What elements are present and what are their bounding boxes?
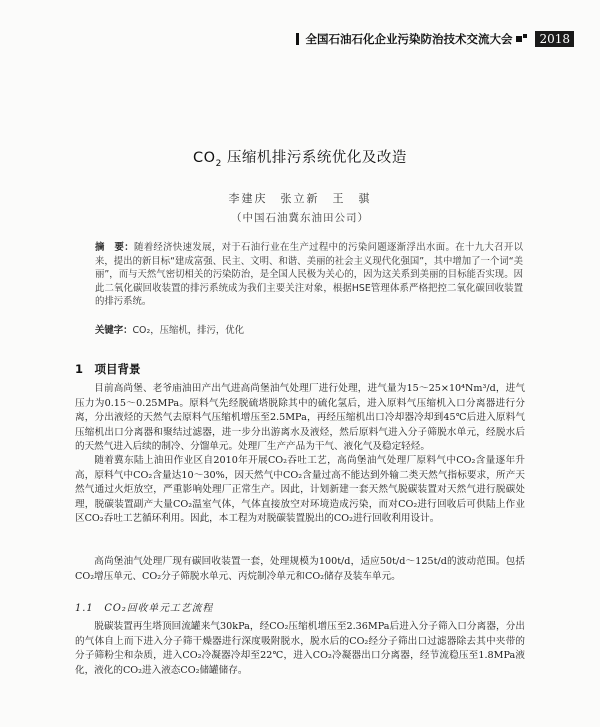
abstract <box>95 241 523 309</box>
paragraph-text: 随着冀东陆上油田作业区自2010年开展CO₂吞吐工艺，高尚堡油气处理厂原料气中CO₂含量逐年升高，原料气中CO₂含量达10～30%，因天然气中CO₂含量过高不能达到外输二类天然气指标要求，所产天然气通过火炬放空，严重影响处理厂正常生产。因此，计划新建一套天然气脱碳装置对天然气进行脱碳处理，脱碳装置副产大量CO₂温室气体，气体直接放空对环境造成污染，而对CO₂进行回收后可供陆上作业区CO₂吞吐工艺循环利用。因此，本工程为对脱碳装置脱出的CO₂进行回收利用设计。 <box>75 455 525 525</box>
paragraph-text: 脱碳装置再生塔顶回流罐来气30kPa，经CO₂压缩机增压至2.36MPa后进入分子筛入口分离器，分出的气体自上而下进入分子筛干燥器进行深度吸附脱水，脱水后的CO₂经分子筛出口过滤器除去其中夹带的分子筛粉尘和杂质，进入CO₂冷凝器冷却至22℃，进入CO₂冷凝器出口分离器，经节流稳压至1.8MPa液化，液化的CO₂进入液态CO₂储罐储存。 <box>75 621 525 676</box>
body-paragraph-2 <box>75 454 525 527</box>
body-paragraph-1 <box>75 382 525 455</box>
conference-name: 全国石油石化企业污染防治技术交流大会 <box>305 32 513 46</box>
keywords-text: CO₂，压缩机，排污，优化 <box>132 325 244 336</box>
abstract-text: 随着经济快速发展，对于石油行业在生产过程中的污染问题逐渐浮出水面。在十九大召开以来，提出的新目标“建成富强、民主、文明、和谐、美丽的社会主义现代化强国”，其中增加了一个词“美丽”，而与天然气密切相关的污染防治，是全国人民极为关心的，因为这关系到美丽的目标能否实现。因此二氧化碳回收装置的排污系统成为我们主要关注对象，根据HSE管理体系严格把控二氧化碳回收装置的排污系统。 <box>95 242 523 308</box>
subsection-heading: 1.1 CO₂回收单元工艺流程 <box>75 603 214 614</box>
section-heading: 1 项目背景 <box>75 362 141 376</box>
running-header <box>296 31 574 47</box>
keywords-label: 关键字： <box>95 325 133 336</box>
header-square-mark-small <box>523 34 527 38</box>
paragraph-text: 目前高尚堡、老爷庙油田产出气进高尚堡油气处理厂进行处理，进气量为15～25×10⁴Nm³/d，进气压力为0.15～0.25MPa。原料气先经脱硫塔脱除其中的硫化氢后，进入原料气压缩机入口分离器进行分离，分出液烃的天然气去原料气压缩机增压至2.5MPa，再经压缩机出口冷却器冷却到45℃后进入原料气压缩机出口分离器和聚结过滤器，进一步分出游离水及液烃，然后原料气进入分子筛脱水单元，经脱水后的天然气进入后续的制冷、分馏单元。处理厂生产产品为干气、液化气及稳定轻烃。 <box>75 383 525 453</box>
header-square-mark <box>516 36 522 42</box>
paper-affiliation: （中国石油冀东油田公司） <box>231 212 369 224</box>
title-prefix: CO <box>193 150 216 166</box>
body-paragraph-3 <box>75 555 525 584</box>
paragraph-text: 高尚堡油气处理厂现有碳回收装置一套，处理规模为100t/d，适应50t/d～125t/d的波动范围。包括CO₂增压单元、CO₂分子筛脱水单元、丙烷制冷单元和CO₂储存及装车单元。 <box>75 556 525 582</box>
keywords <box>95 322 523 336</box>
header-bar-mark <box>296 33 299 45</box>
abstract-label: 摘 要： <box>95 242 134 253</box>
paper-title <box>0 146 600 169</box>
body-paragraph-4 <box>75 620 525 678</box>
paper-authors: 李建庆 张立新 王 骐 <box>228 192 372 205</box>
title-subscript: 2 <box>215 158 222 169</box>
title-rest: 压缩机排污系统优化及改造 <box>226 150 407 166</box>
conference-year: 2018 <box>535 31 574 47</box>
